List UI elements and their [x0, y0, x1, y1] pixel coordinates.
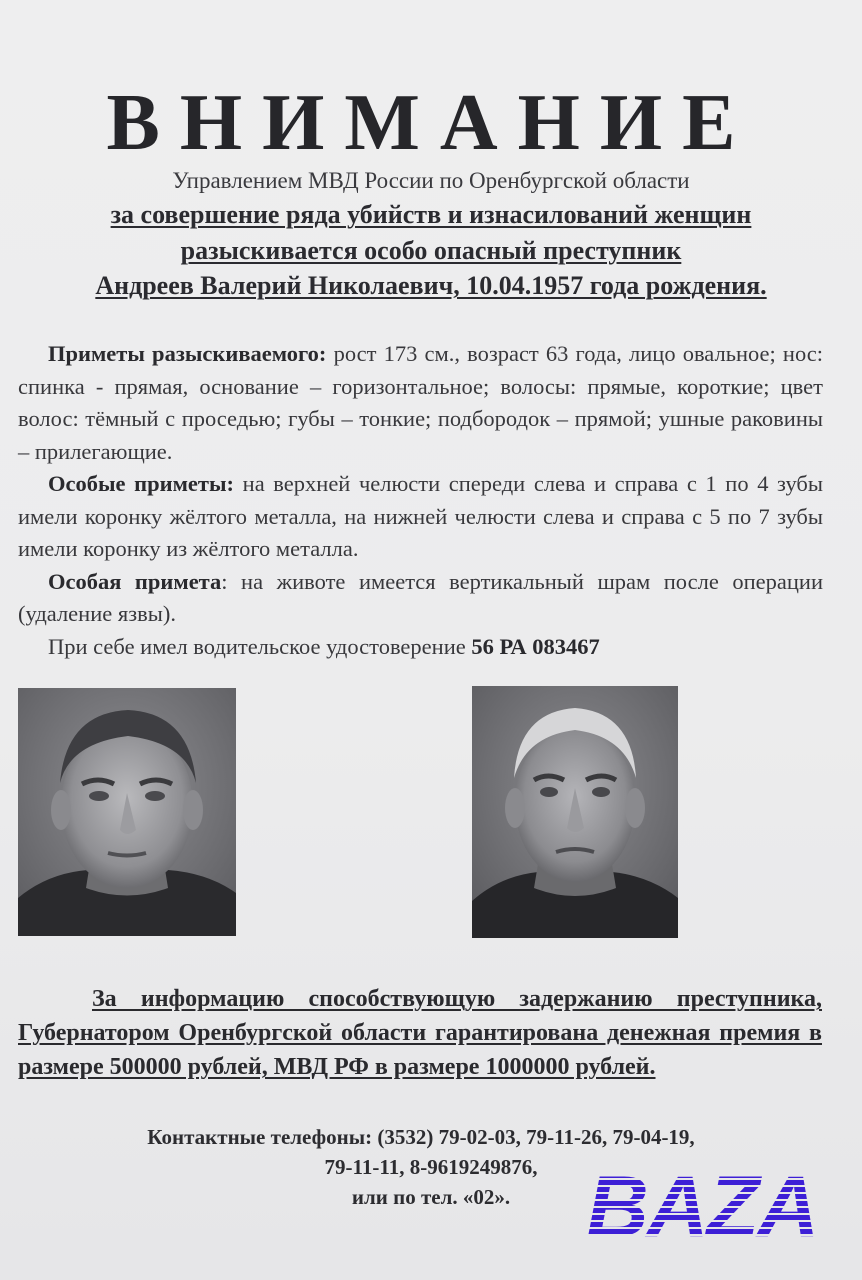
scar-label: Особая примета	[48, 568, 222, 594]
signs-label: Приметы разыскиваемого:	[48, 341, 327, 366]
license-text: При себе имел водительское удостоверение	[48, 633, 466, 659]
special-signs-text: на верхней челюсти спереди слева и справа с 1 по 4 зубы имели коронку жёлтого металла, на нижней челюсти слева и справа с 5 по 7 зубы имели коронку из жёлтого металла.	[18, 471, 823, 561]
baza-logo	[556, 1166, 848, 1244]
reward-text: За информацию способствующую задержанию преступника, Губернатором Оренбургской области гарантирована денежная премия в размере 500000 рублей, МВД РФ в размере 1000000 рублей.	[18, 986, 822, 1080]
special-signs-paragraph	[18, 468, 823, 566]
special-signs-label: Особые приметы:	[48, 471, 235, 496]
headline-line-2: разыскивается особо опасный преступник	[180, 236, 682, 265]
poster-title: ВНИМАНИЕ	[106, 79, 756, 167]
license-paragraph	[18, 631, 823, 664]
scar-text: : на животе имеется вертикальный шрам после операции (удаление язвы).	[18, 568, 823, 626]
headline-line-3: Андреев Валерий Николаевич, 10.04.1957 года рождения.	[95, 271, 767, 300]
headline-line-1: за совершение ряда убийств и изнасилований женщин	[110, 200, 752, 229]
license-number: 56 РА 083467	[471, 633, 600, 659]
contacts-line-1: Контактные телефоны: (3532) 79-02-03, 79-11-26, 79-04-19,	[147, 1125, 695, 1149]
scar-paragraph	[18, 566, 823, 631]
signs-paragraph	[18, 338, 823, 468]
contacts-line-2: 79-11-11, 8-9619249876,	[324, 1155, 538, 1179]
suspect-photo-right	[472, 686, 678, 938]
suspect-photo-left	[18, 688, 236, 936]
description-block	[18, 338, 823, 663]
contacts-line-3: или по тел. «02».	[351, 1185, 511, 1209]
signs-text: рост 173 см., возраст 63 года, лицо овальное; нос: спинка - прямая, основание – горизонтальное; волосы: прямые, короткие; цвет волос: тёмный с проседью; губы – тонкие; подбородок – прямой; ушные раковины – прилегающие.	[18, 341, 824, 464]
issuer-line: Управлением МВД России по Оренбургской области	[172, 168, 690, 193]
reward-notice	[18, 982, 822, 1084]
